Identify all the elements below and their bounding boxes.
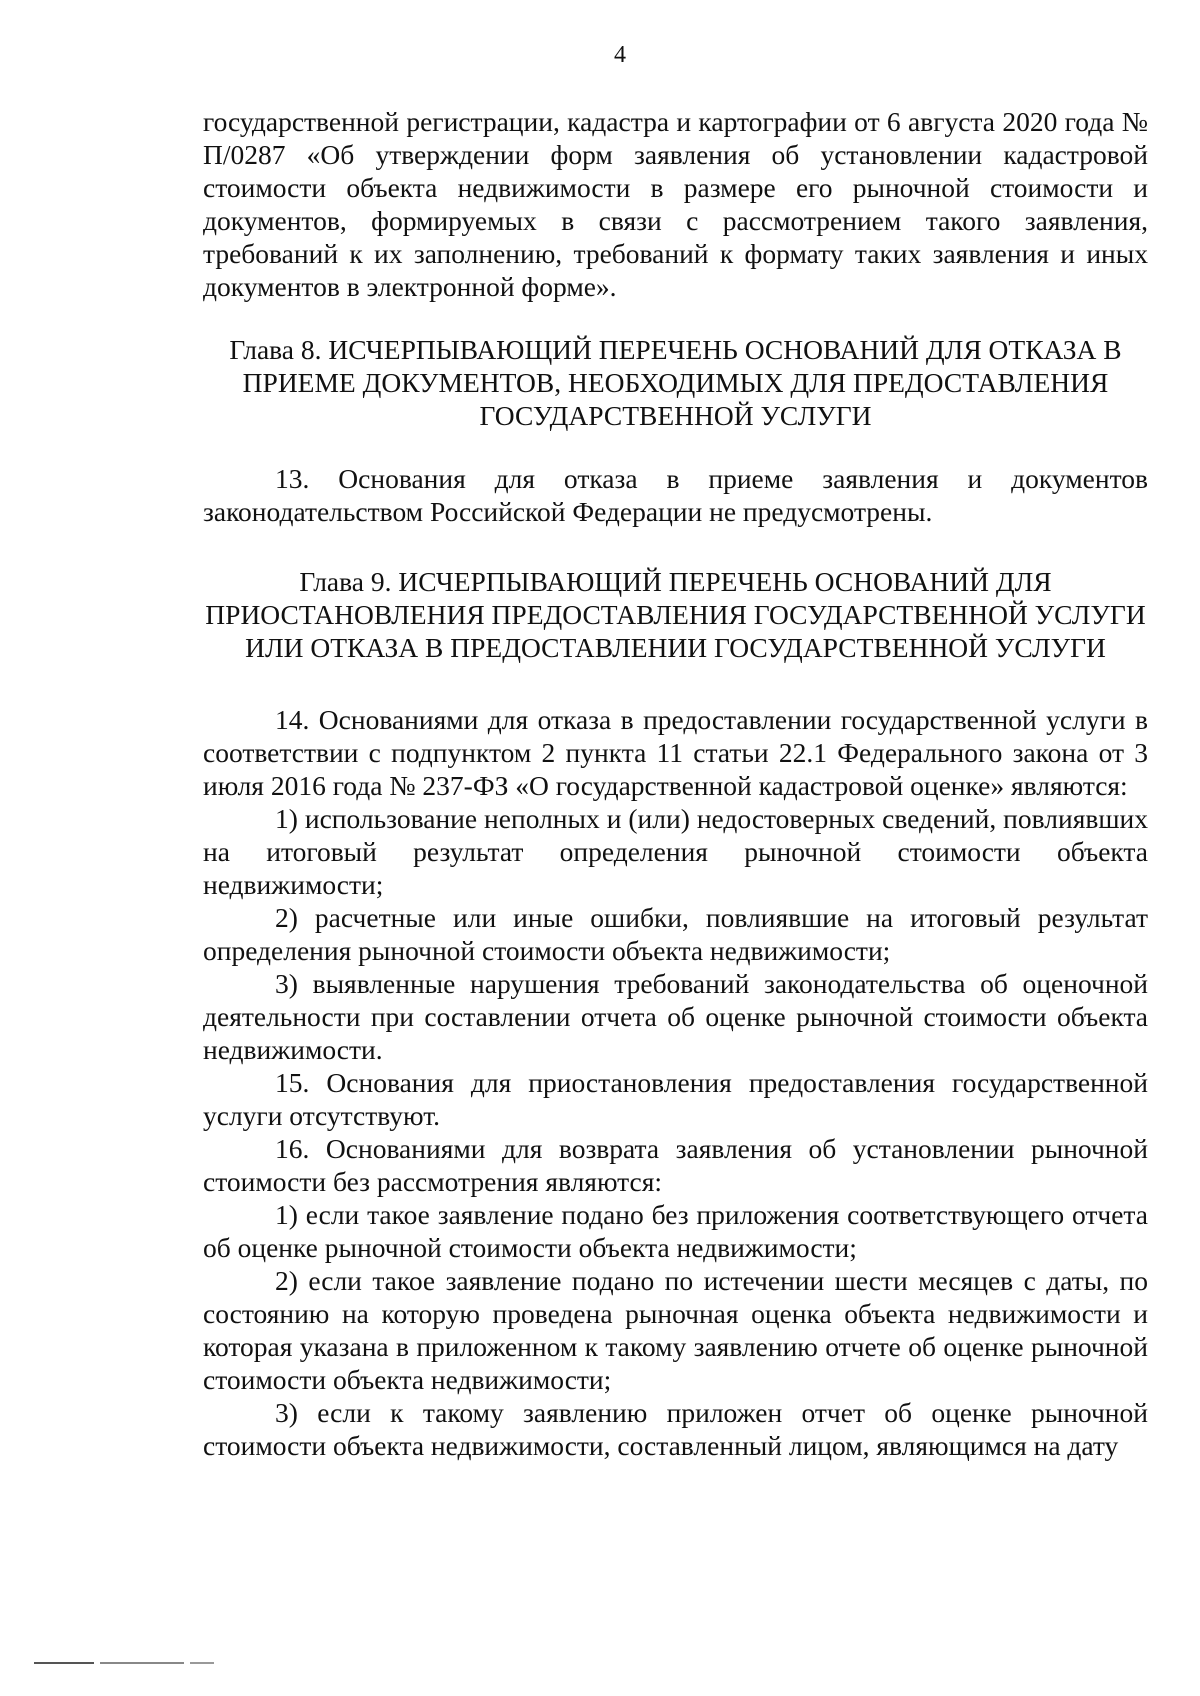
chapter-9-heading: Глава 9. ИСЧЕРПЫВАЮЩИЙ ПЕРЕЧЕНЬ ОСНОВАНИЙ ДЛЯ ПРИОСТАНОВЛЕНИЯ ПРЕДОСТАВЛЕНИЯ ГОСУДАРСТВЕННОЙ УСЛУГИ ИЛИ ОТКАЗА В ПРЕДОСТАВЛЕНИИ ГОСУДАРСТВЕННОЙ УСЛУГИ [205,566,1146,663]
scan-artifact-line [34,1662,214,1664]
paragraph-14-item-3: 3) выявленные нарушения требований законодательства об оценочной деятельности при составлении отчета об оценке рыночной стоимости объекта недвижимости. [203,968,1148,1065]
paragraph-16-item-2: 2) если такое заявление подано по истечении шести месяцев с даты, по состоянию на которую проведена рыночная оценка объекта недвижимости и которая указана в приложенном к такому заявлению отчете об оценке рыночной стоимости объекта недвижимости; [203,1265,1148,1395]
chapter-8-heading: Глава 8. ИСЧЕРПЫВАЮЩИЙ ПЕРЕЧЕНЬ ОСНОВАНИЙ ДЛЯ ОТКАЗА В ПРИЕМЕ ДОКУМЕНТОВ, НЕОБХОДИМЫХ ДЛЯ ПРЕДОСТАВЛЕНИЯ ГОСУДАРСТВЕННОЙ УСЛУГИ [229,334,1122,431]
paragraph-16-item-1: 1) если такое заявление подано без приложения соответствующего отчета об оценке рыночной стоимости объекта недвижимости; [203,1199,1148,1263]
paragraph-13: 13. Основания для отказа в приеме заявления и документов законодательством Российской Федерации не предусмотрены. [203,463,1148,527]
paragraph-16: 16. Основаниями для возврата заявления об установлении рыночной стоимости без рассмотрения являются: [203,1133,1148,1197]
paragraph-15: 15. Основания для приостановления предоставления государственной услуги отсутствуют. [203,1067,1148,1131]
document-body [203,105,1148,1462]
page-number: 4 [614,42,626,68]
intro-paragraph: государственной регистрации, кадастра и картографии от 6 августа 2020 года № П/0287 «Об утверждении форм заявления об установлении кадастровой стоимости объекта недвижимости в размере его рыночной стоимости и документов, формируемых в связи с рассмотрением такого заявления, требований к их заполнению, требований к формату таких заявления и иных документов в электронной форме». [203,106,1148,302]
paragraph-16-item-3: 3) если к такому заявлению приложен отчет об оценке рыночной стоимости объекта недвижимости, составленный лицом, являющимся на дату [203,1397,1148,1461]
paragraph-14-item-2: 2) расчетные или иные ошибки, повлиявшие на итоговый результат определения рыночной стоимости объекта недвижимости; [203,902,1148,966]
paragraph-14-item-1: 1) использование неполных и (или) недостоверных сведений, повлиявших на итоговый результат определения рыночной стоимости объекта недвижимости; [203,803,1148,900]
paragraph-14: 14. Основаниями для отказа в предоставлении государственной услуги в соответствии с подпунктом 2 пункта 11 статьи 22.1 Федерального закона от 3 июля 2016 года № 237-ФЗ «О государственной кадастровой оценке» являются: [203,704,1148,801]
